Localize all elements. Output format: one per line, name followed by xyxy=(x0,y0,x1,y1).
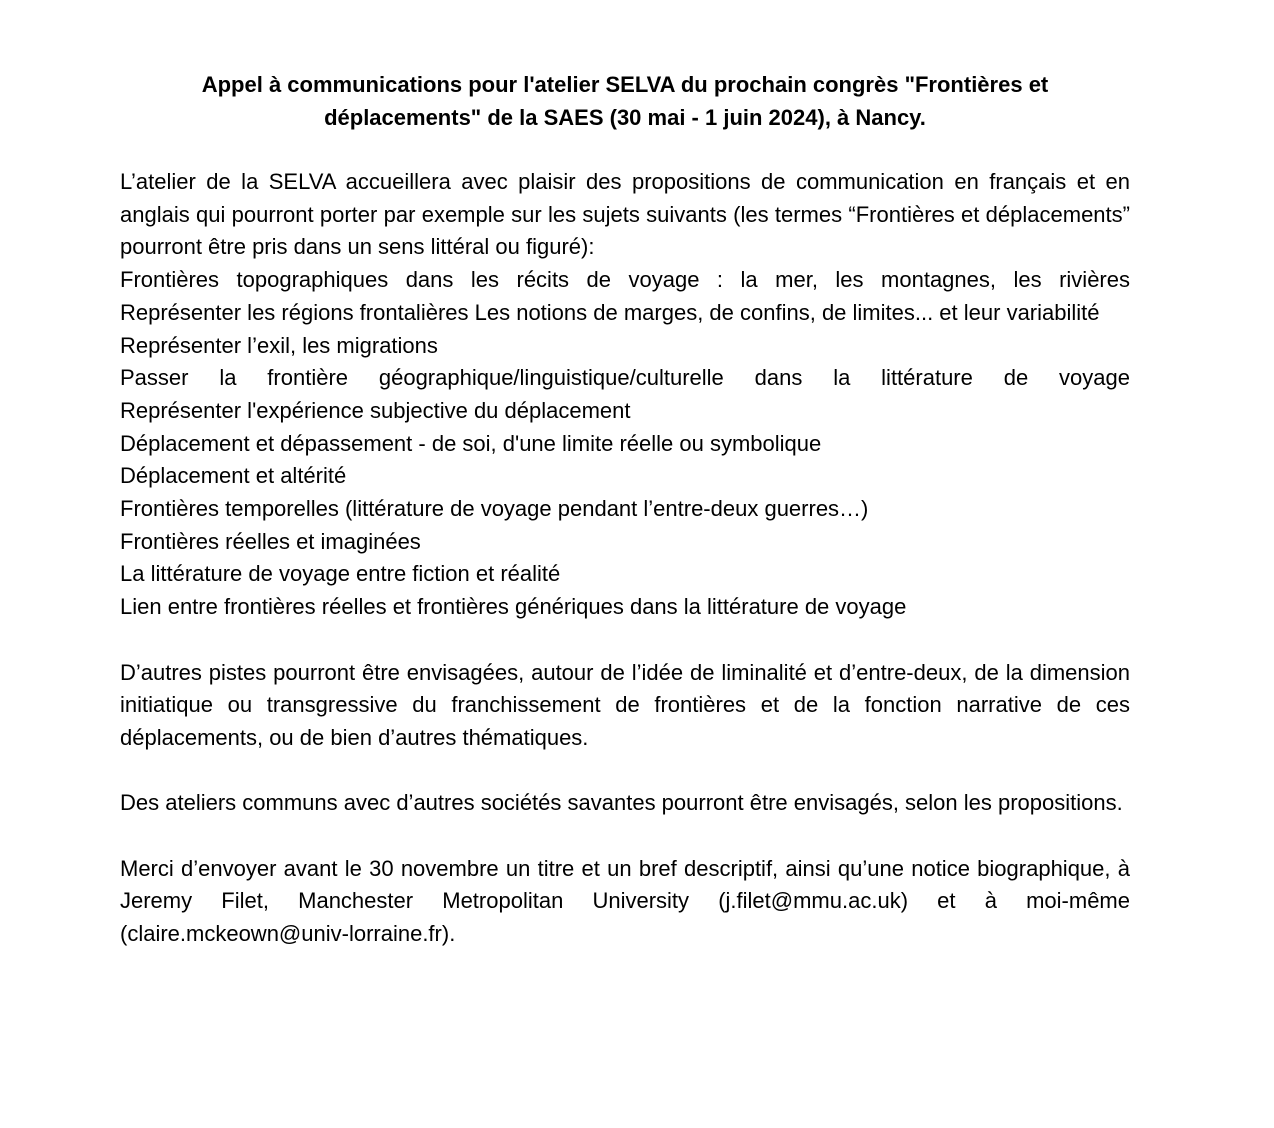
topic-item: Représenter l’exil, les migrations xyxy=(120,332,438,358)
title-line-1: Appel à communications pour l'atelier SELVA du prochain congrès "Frontières et xyxy=(201,72,1049,97)
topic-item: Frontières topographiques dans les récits de voyage : la mer, les montagnes, les rivières xyxy=(120,267,1130,293)
page-title xyxy=(120,68,1130,134)
topic-item: Déplacement et altérité xyxy=(120,463,347,489)
topic-item: Représenter l'expérience subjective du déplacement xyxy=(120,397,631,423)
topic-item: Passer la frontière géographique/linguistique/culturelle dans la littérature de voyage xyxy=(120,365,1130,391)
topic-list xyxy=(120,264,1130,624)
topic-item: Frontières réelles et imaginées xyxy=(120,528,421,554)
joint-workshops-paragraph: Des ateliers communs avec d’autres sociétés savantes pourront être envisagés, selon les propositions. xyxy=(120,790,1123,816)
submission-instructions-paragraph: Merci d’envoyer avant le 30 novembre un titre et un bref descriptif, ainsi qu’une notice biographique, à Jeremy Filet, Manchester Metropolitan University (j.filet@mmu.ac.uk) et à moi-même (claire.mckeown@univ-lorraine.fr). xyxy=(120,855,1130,947)
topic-item: Représenter les régions frontalières Les notions de marges, de confins, de limites... et leur variabilité xyxy=(120,299,1100,325)
topic-item: La littérature de voyage entre fiction et réalité xyxy=(120,561,561,587)
other-tracks-paragraph: D’autres pistes pourront être envisagées, autour de l’idée de liminalité et d’entre-deux, de la dimension initiatique ou transgressive du franchissement de frontières et de la fonction narrative de ces déplacements, ou de bien d’autres thématiques. xyxy=(120,659,1130,750)
document-page xyxy=(120,68,1130,951)
intro-paragraph: L’atelier de la SELVA accueillera avec plaisir des propositions de communication en français et en anglais qui pourront porter par exemple sur les sujets suivants (les termes “Frontières et déplacements” pourront être pris dans un sens littéral ou figuré): xyxy=(120,169,1130,260)
topic-item: Déplacement et dépassement - de soi, d'une limite réelle ou symbolique xyxy=(120,430,822,456)
title-line-2: déplacements" de la SAES (30 mai - 1 juin 2024), à Nancy. xyxy=(324,105,926,130)
topic-item: Frontières temporelles (littérature de voyage pendant l’entre-deux guerres…) xyxy=(120,496,869,522)
topic-item: Lien entre frontières réelles et frontières génériques dans la littérature de voyage xyxy=(120,594,907,620)
